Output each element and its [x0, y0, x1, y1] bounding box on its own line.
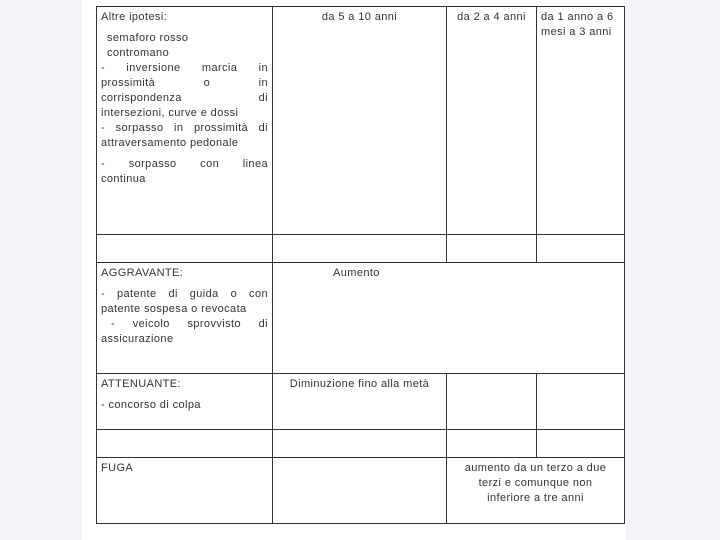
- cell-heading: Altre ipotesi:: [101, 11, 168, 23]
- penalty-range: da 1 anno a 6: [541, 11, 614, 23]
- list-item: continua: [101, 173, 146, 185]
- effect-text: Diminuzione fino alla metà: [289, 377, 430, 390]
- effect-text: aumento da un terzo a due: [464, 461, 607, 474]
- cell-heading: AGGRAVANTE:: [101, 267, 184, 280]
- list-item: corrispondenza di: [101, 92, 268, 104]
- list-item: assicurazione: [101, 333, 174, 346]
- list-item: - sorpasso con linea: [101, 158, 268, 170]
- table-row: [97, 429, 625, 457]
- left-margin-band: [0, 0, 82, 540]
- empty-cell: [97, 235, 273, 263]
- list-item: attraversamento pedonale: [101, 137, 239, 149]
- effect-text: Aumento: [333, 267, 380, 280]
- escape-cell: [97, 457, 273, 523]
- list-item: - sorpasso in prossimità di: [101, 122, 268, 134]
- empty-cell: [537, 235, 625, 263]
- empty-cell: [537, 429, 625, 457]
- penalty-range: da 5 a 10 anni: [321, 11, 398, 23]
- list-item: patente sospesa o revocata: [101, 303, 247, 316]
- empty-cell: [273, 235, 447, 263]
- list-item: prossimità o in: [101, 77, 268, 89]
- empty-cell: [97, 429, 273, 457]
- list-item: - concorso di colpa: [101, 398, 201, 411]
- mitigating-cell: [97, 373, 273, 429]
- list-item: - veicolo sprovvisto di: [111, 318, 268, 331]
- effect-text: inferiore a tre anni: [487, 491, 584, 504]
- table-row: [97, 373, 625, 429]
- table-row: [97, 235, 625, 263]
- document-sheet: [82, 0, 626, 540]
- list-item: contromano: [107, 47, 170, 59]
- effect-cell: [273, 263, 625, 373]
- table-row: [97, 263, 625, 373]
- list-item: - patente di guida o con: [101, 288, 268, 301]
- cell-heading: FUGA: [101, 461, 134, 474]
- effect-text: terzi e comunque non: [478, 476, 593, 489]
- penalty-cell: [273, 7, 447, 235]
- table-row: [97, 457, 625, 523]
- effect-cell: [273, 373, 447, 429]
- empty-cell: [447, 235, 537, 263]
- penalties-table: [96, 6, 625, 524]
- right-margin-band: [626, 0, 720, 540]
- empty-cell: [273, 457, 447, 523]
- cell-heading: ATTENUANTE:: [101, 377, 181, 390]
- empty-cell: [447, 373, 537, 429]
- penalty-cell: [447, 7, 537, 235]
- penalty-range: mesi a 3 anni: [541, 26, 612, 38]
- effect-cell: [447, 457, 625, 523]
- empty-cell: [273, 429, 447, 457]
- penalty-range: da 2 a 4 anni: [457, 11, 526, 23]
- list-item: - inversione marcia in: [101, 62, 268, 74]
- list-item: semaforo rosso: [107, 32, 189, 44]
- penalty-cell: [537, 7, 625, 235]
- table-row: [97, 7, 625, 235]
- empty-cell: [537, 373, 625, 429]
- empty-cell: [447, 429, 537, 457]
- aggravating-cell: [97, 263, 273, 373]
- list-item: intersezioni, curve e dossi: [101, 107, 239, 119]
- hypotheses-cell: [97, 7, 273, 235]
